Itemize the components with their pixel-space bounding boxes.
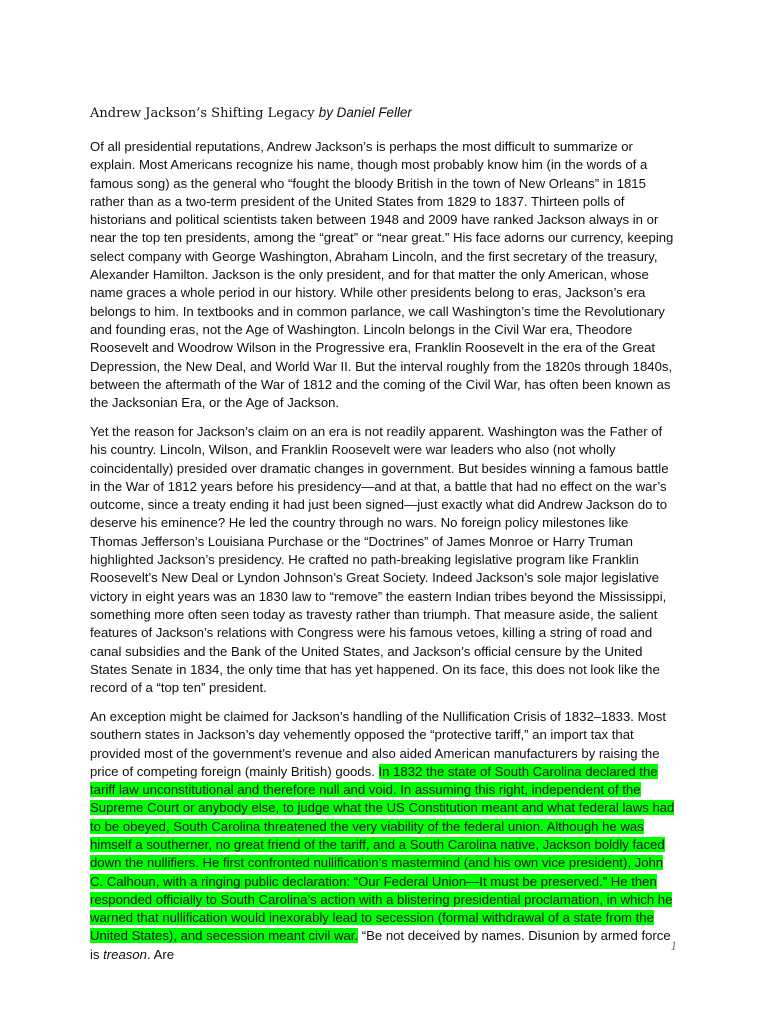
- highlighted-passage: In 1832 the state of South Carolina declared the tariff law unconstitutional and therefore null and void. In assuming this right, independent of the Supreme Court or anybody else, to judge what the US Constitution meant and what federal laws had to be obeyed, South Carolina threatened the very viability of the federal union. Although he was himself a southerner, no great friend of the tariff, and a South Carolina native, Jackson boldly faced down the nullifiers. He first confronted nullification’s mastermind (and his own vice president), John C. Calhoun, with a ringing public declaration: “Our Federal Union—It must be preserved.” He then responded officially to South Carolina’s action with a blistering presidential proclamation, in which he warned that nullification would inexorably lead to secession (formal withdrawal of a state from the United States), and secession meant civil war.: [90, 763, 675, 944]
- title-text: Andrew Jackson’s Shifting Legacy: [90, 106, 315, 121]
- emphasis-treason: treason: [103, 946, 147, 962]
- paragraph-3-intro: An exception might be claimed for Jackson’s handling of the Nullification Crisis of 1832–1833. Most southern states in Jackson’s day vehemently opposed the “protective tariff,” an import tax that provided most of the government’s revenue and also aided American manufacturers by raising the price of competing foreign (mainly British) goods.: [90, 708, 667, 779]
- document-page: [90, 104, 678, 975]
- paragraph-1: Of all presidential reputations, Andrew Jackson’s is perhaps the most difficult to summarize or explain. Most Americans recognize his name, though most probably know him (in the words of a famous song) as the general who “fought the bloody British in the town of New Orleans” in 1815 rather than as a two-term president of the United States from 1829 to 1837. Thirteen polls of historians and political scientists taken between 1948 and 2009 have ranked Jackson always in or near the top ten presidents, among the “great” or “near great.” His face adorns our currency, keeping select company with George Washington, Abraham Lincoln, and the first secretary of the treasury, Alexander Hamilton. Jackson is the only president, and for that matter the only American, whose name graces a whole period in our history. While other presidents belong to eras, Jackson’s era belongs to him. In textbooks and in common parlance, we call Washington’s time the Revolutionary and founding eras, not the Age of Washington. Lincoln belongs in the Civil War era, Theodore Roosevelt and Woodrow Wilson in the Progressive era, Franklin Roosevelt in the era of the Great Depression, the New Deal, and World War II. But the interval roughly from the 1820s through 1840s, between the aftermath of the War of 1812 and the coming of the Civil War, has often been known as the Jacksonian Era, or the Age of Jackson.: [90, 139, 674, 411]
- paragraph-2: Yet the reason for Jackson’s claim on an era is not readily apparent. Washington was the Father of his country. Lincoln, Wilson, and Franklin Roosevelt were war leaders who also (not wholly coincidentally) presided over dramatic changes in government. But besides winning a famous battle in the War of 1812 years before his presidency—and at that, a battle that had no effect on the war’s outcome, since a treaty ending it had just been signed—just exactly what did Andrew Jackson do to deserve his eminence? He led the country through no wars. No foreign policy milestones like Thomas Jefferson’s Louisiana Purchase or the “Doctrines” of James Monroe or Harry Truman highlighted Jackson’s presidency. He crafted no path-breaking legislative program like Franklin Roosevelt’s New Deal or Lyndon Johnson’s Great Society. Indeed Jackson’s sole major legislative victory in eight years was an 1830 law to “remove” the eastern Indian tribes beyond the Mississippi, something more often seen today as travesty rather than triumph. That measure aside, the salient features of Jackson’s relations with Congress were his famous vetoes, killing a string of road and canal subsidies and the Bank of the United States, and Jackson’s official censure by the United States Senate in 1834, the only time that has yet happened. On its face, this does not look like the record of a “top ten” president.: [90, 423, 669, 696]
- paragraph-3-quote: “Be not deceived by names. Disunion by armed force is: [90, 928, 671, 962]
- paragraph-3-tail: . Are: [147, 946, 175, 962]
- document-title: [90, 104, 678, 123]
- page-number: 1: [670, 938, 677, 953]
- author-byline: by Daniel Feller: [318, 105, 412, 120]
- paragraph-3: [90, 708, 678, 964]
